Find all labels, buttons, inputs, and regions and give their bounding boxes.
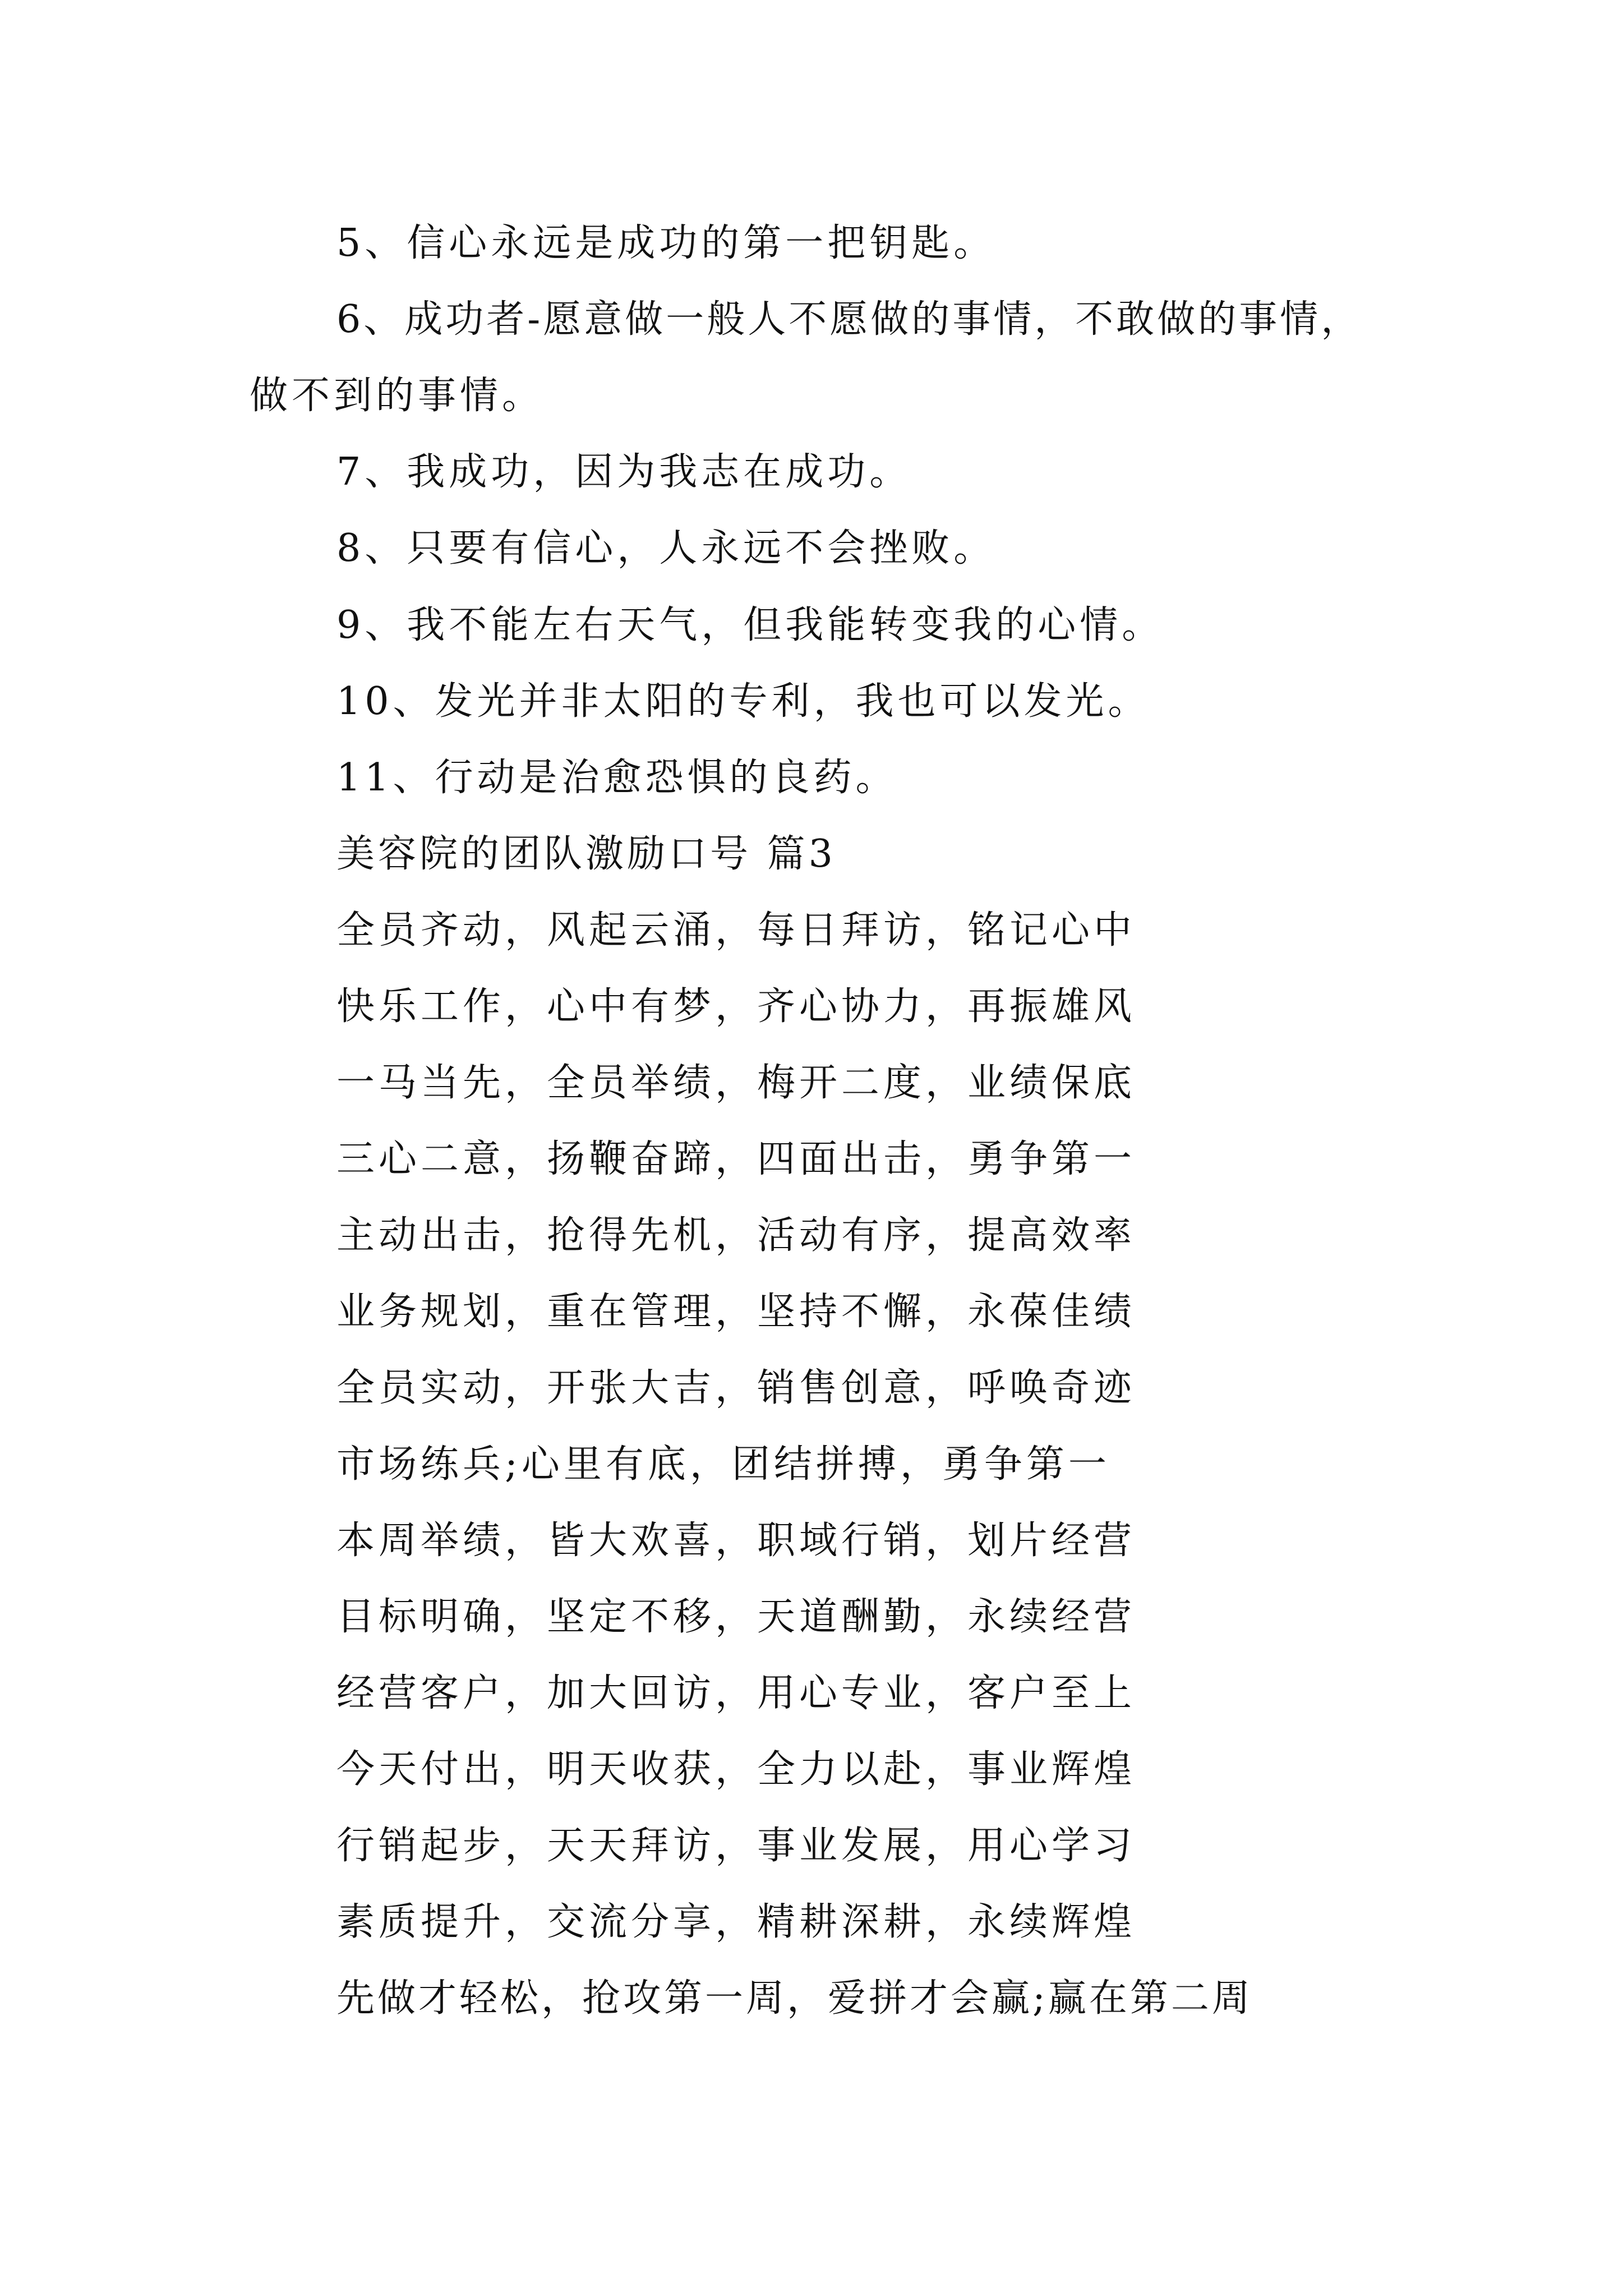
slogan-line: 今天付出，明天收获，全力以赴，事业辉煌 (336, 1747, 1136, 1792)
slogan-line: 市场练兵;心里有底，团结拼搏，勇争第一 (336, 1442, 1110, 1487)
slogan-line: 全员齐动，风起云涌，每日拜访，铭记心中 (336, 908, 1136, 953)
slogan-line: 三心二意，扬鞭奋蹄，四面出击，勇争第一 (336, 1137, 1136, 1181)
list-item-9: 9、我不能左右天气，但我能转变我的心情。 (336, 603, 1164, 647)
list-item-8: 8、只要有信心，人永远不会挫败。 (336, 526, 996, 570)
slogan-line: 全员实动，开张大吉，销售创意，呼唤奇迹 (336, 1366, 1136, 1410)
slogan-line: 素质提升，交流分享，精耕深耕，永续辉煌 (336, 1900, 1136, 1944)
slogan-line: 经营客户，加大回访，用心专业，客户至上 (336, 1671, 1136, 1715)
section-heading: 美容院的团队激励口号 篇3 (336, 832, 836, 876)
slogan-line: 主动出击，抢得先机，活动有序，提高效率 (336, 1213, 1136, 1258)
list-item-6-continuation: 做不到的事情。 (250, 374, 545, 418)
slogan-line: 快乐工作，心中有梦，齐心协力，再振雄风 (336, 984, 1136, 1029)
slogan-line: 业务规划，重在管理，坚持不懈，永葆佳绩 (336, 1290, 1136, 1334)
list-item-6: 6、成功者-愿意做一般人不愿做的事情，不敢做的事情， (336, 297, 1362, 342)
slogan-line: 目标明确，坚定不移，天道酬勤，永续经营 (336, 1595, 1136, 1639)
slogan-line: 一马当先，全员举绩，梅开二度，业绩保底 (336, 1061, 1136, 1105)
slogan-line: 本周举绩，皆大欢喜，职域行销，划片经营 (336, 1519, 1136, 1563)
list-item-5: 5、信心永远是成功的第一把钥匙。 (336, 221, 996, 265)
list-item-7: 7、我成功，因为我志在成功。 (336, 450, 912, 494)
list-item-10: 10、发光并非太阳的专利，我也可以发光。 (336, 679, 1150, 724)
list-item-11: 11、行动是治愈恐惧的良药。 (336, 756, 898, 800)
slogan-line: 行销起步，天天拜访，事业发展，用心学习 (336, 1824, 1136, 1868)
slogan-line: 先做才轻松，抢攻第一周，爱拼才会赢;赢在第二周 (336, 1976, 1253, 2021)
